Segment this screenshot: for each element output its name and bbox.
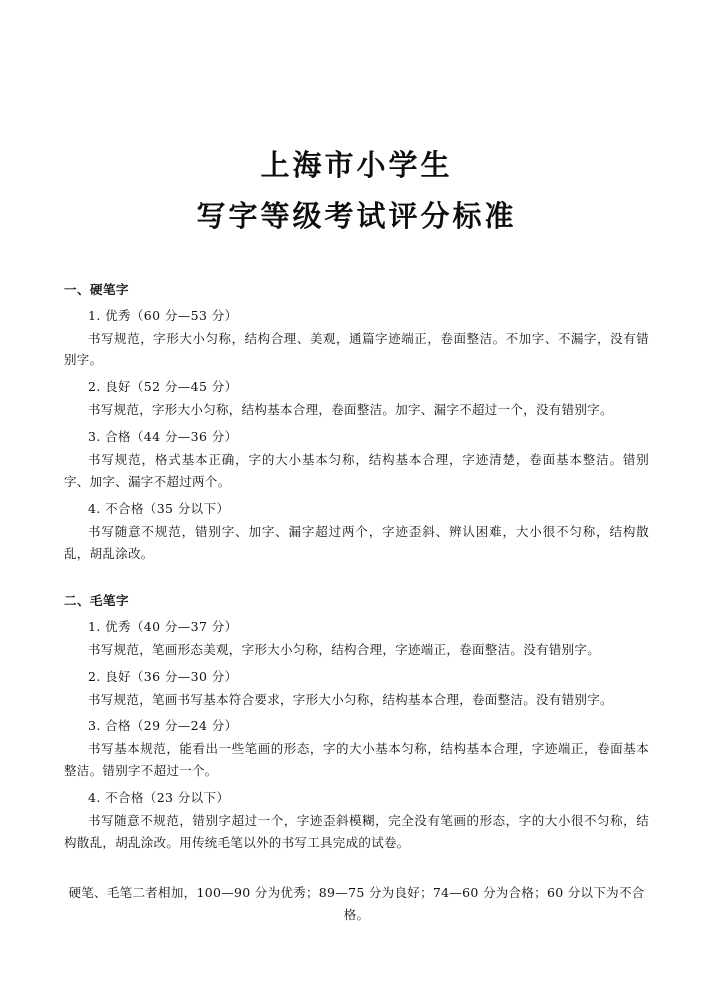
title-line-1: 上海市小学生 <box>260 148 453 182</box>
hard-pen-item-2-text: 书写规范，字形大小匀称，结构基本合理，卷面整洁。加字、漏字不超过一个，没有错别字。 <box>88 402 613 418</box>
hard-pen-item-4-text: 书写随意不规范，错别字、加字、漏字超过两个，字迹歪斜、辨认困难，大小很不匀称，结构散乱，胡乱涂改。 <box>64 523 649 561</box>
hard-pen-item-4-title: 4. 不合格（35 分以下） <box>88 500 230 516</box>
document-body <box>64 280 649 926</box>
hard-pen-item-3-text: 书写规范，格式基本正确，字的大小基本匀称，结构基本合理，字迹清楚，卷面基本整洁。错别字、加字、漏字不超过两个。 <box>64 452 649 489</box>
brush-pen-item-2-title: 2. 良好（36 分—30 分） <box>88 668 238 684</box>
section-brush-pen <box>64 591 649 854</box>
section-heading-brush-pen: 二、毛笔字 <box>64 592 130 608</box>
brush-pen-item-4-text: 书写随意不规范，错别字超过一个，字迹歪斜模糊，完全没有笔画的形态，字的大小很不匀称，结构散乱，胡乱涂改。用传统毛笔以外的书写工具完成的试卷。 <box>64 813 649 850</box>
brush-pen-item-4-title: 4. 不合格（23 分以下） <box>88 790 230 806</box>
hard-pen-item-2-title: 2. 良好（52 分—45 分） <box>88 379 238 395</box>
hard-pen-item-1-title: 1. 优秀（60 分—53 分） <box>88 307 238 323</box>
hard-pen-item-1-text: 书写规范，字形大小匀称，结构合理、美观，通篇字迹端正，卷面整洁。不加字、不漏字，没有错别字。 <box>64 330 649 368</box>
document-title <box>64 0 649 242</box>
section-heading-hard-pen: 一、硬笔字 <box>64 281 130 297</box>
brush-pen-item-1-title: 1. 优秀（40 分—37 分） <box>88 618 238 634</box>
brush-pen-item-3-text: 书写基本规范，能看出一些笔画的形态，字的大小基本匀称，结构基本合理，字迹端正，卷面基本整洁。错别字不超过一个。 <box>64 741 649 779</box>
section-hard-pen <box>64 280 649 565</box>
total-score-note: 硬笔、毛笔二者相加，100—90 分为优秀；89—75 分为良好；74—60 分为合格；60 分以下为不合格。 <box>68 884 645 922</box>
hard-pen-item-3-title: 3. 合格（44 分—36 分） <box>88 429 238 445</box>
title-line-2: 写字等级考试评分标准 <box>196 198 517 233</box>
brush-pen-item-1-text: 书写规范，笔画形态美观，字形大小匀称，结构合理，字迹端正，卷面整洁。没有错别字。 <box>88 641 601 657</box>
brush-pen-item-2-text: 书写规范，笔画书写基本符合要求，字形大小匀称，结构基本合理，卷面整洁。没有错别字。 <box>88 691 613 707</box>
brush-pen-item-3-title: 3. 合格（29 分—24 分） <box>88 718 238 734</box>
